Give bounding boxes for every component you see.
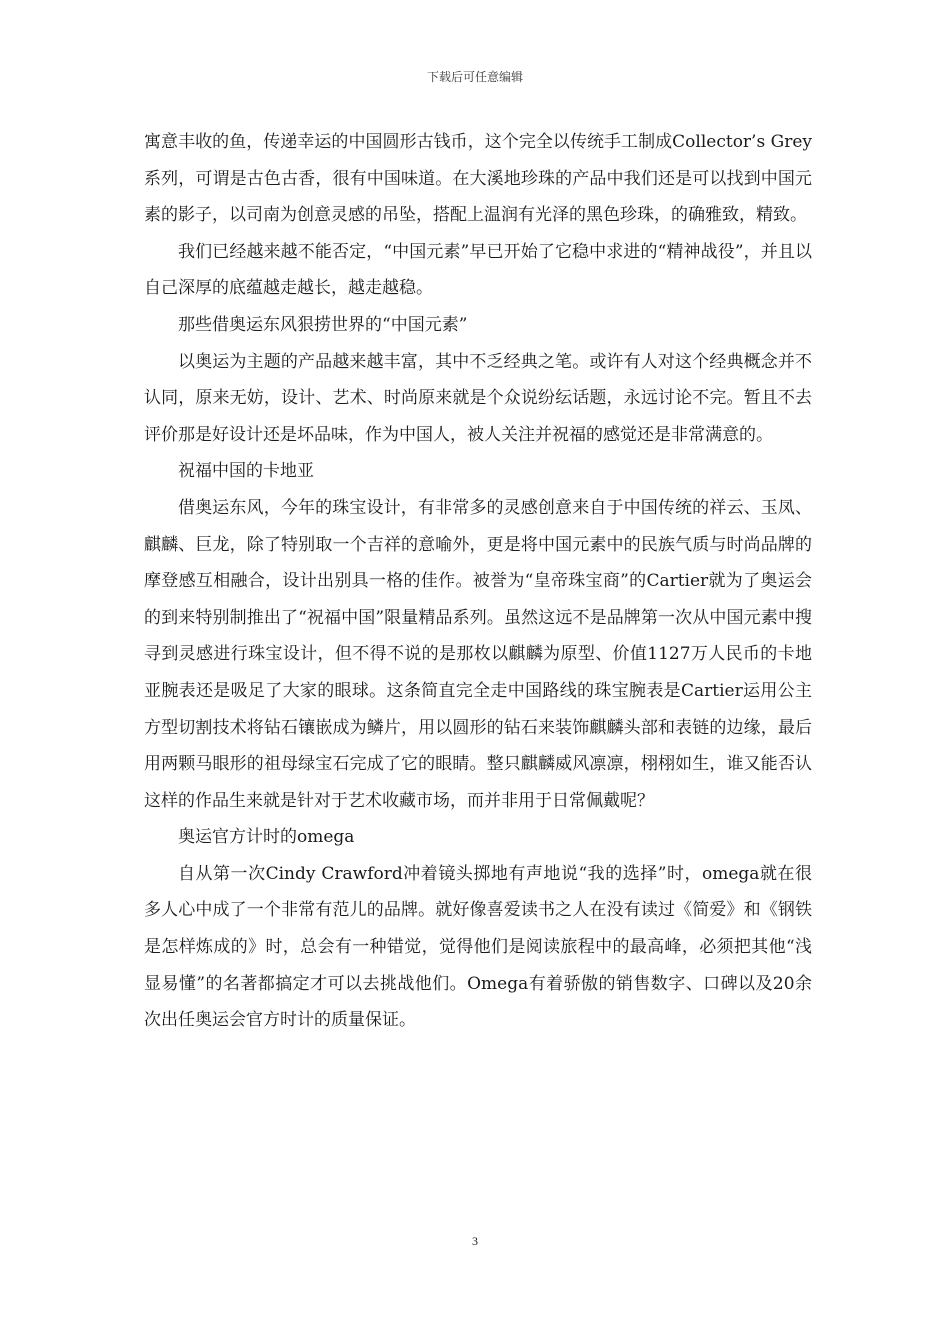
running-header: 下载后可任意编辑 xyxy=(426,70,523,84)
paragraph-omega-brand: 自从第一次Cindy Crawford冲着镜头掷地有声地说“我的选择”时，omega就在很多人心中成了一个非常有范儿的品牌。就好像喜爱读书之人在没有读过《简爱》和《钢铁是怎样炼成的》时，总会有一种错觉，觉得他们是阅读旅程中的最高峰，必须把其他“浅显易懂”的名著都搞定才可以去挑战他们。Omega有着骄傲的销售数字、口碑以及20余次出任奥运会官方时计的质量保证。 xyxy=(144,863,812,1031)
page-number: 3 xyxy=(472,1234,478,1248)
section-heading-olympics-chinese-elements: 那些借奥运东风狠捞世界的“中国元素” xyxy=(178,314,468,335)
body-text xyxy=(144,124,812,1039)
section-heading-cartier: 祝福中国的卡地亚 xyxy=(178,461,314,482)
section-heading-omega: 奥运官方计时的omega xyxy=(178,827,355,848)
paragraph-chinese-elements-campaign: 我们已经越来越不能否定，“中国元素”早已开始了它稳中求进的“精神战役”，并且以自己深厚的底蕴越走越长，越走越稳。 xyxy=(144,241,812,299)
paragraph-cartier-qilin-watch: 借奥运东风，今年的珠宝设计，有非常多的灵感创意来自于中国传统的祥云、玉凤、麒麟、巨龙，除了特别取一个吉祥的意喻外，更是将中国元素中的民族气质与时尚品牌的摩登感互相融合，设计出别具一格的佳作。被誉为“皇帝珠宝商”的Cartier就为了奥运会的到来特别制推出了“祝福中国”限量精品系列。虽然这远不是品牌第一次从中国元素中搜寻到灵感进行珠宝设计，但不得不说的是那枚以麒麟为原型、价值1127万人民币的卡地亚腕表还是吸足了大家的眼球。这条简直完全走中国路线的珠宝腕表是Cartier运用公主方型切割技术将钻石镶嵌成为鳞片，用以圆形的钻石来装饰麒麟头部和表链的边缘，最后用两颗马眼形的祖母绿宝石完成了它的眼睛。整只麒麟威风凛凛，栩栩如生，谁又能否认这样的作品生来就是针对于艺术收藏市场，而并非用于日常佩戴呢？ xyxy=(144,497,812,811)
paragraph-pearl-chinese-elements: 寓意丰收的鱼，传递幸运的中国圆形古钱币，这个完全以传统手工制成Collector’s Grey系列，可谓是古色古香，很有中国味道。在大溪地珍珠的产品中我们还是可以找到中国元素的影子，以司南为创意灵感的吊坠，搭配上温润有光泽的黑色珍珠，的确雅致，精致。 xyxy=(144,132,812,226)
paragraph-olympic-products: 以奥运为主题的产品越来越丰富，其中不乏经典之笔。或许有人对这个经典概念并不认同，原来无妨，设计、艺术、时尚原来就是个众说纷纭话题，永远讨论不完。暂且不去评价那是好设计还是坏品味，作为中国人，被人关注并祝福的感觉还是非常满意的。 xyxy=(144,351,812,445)
